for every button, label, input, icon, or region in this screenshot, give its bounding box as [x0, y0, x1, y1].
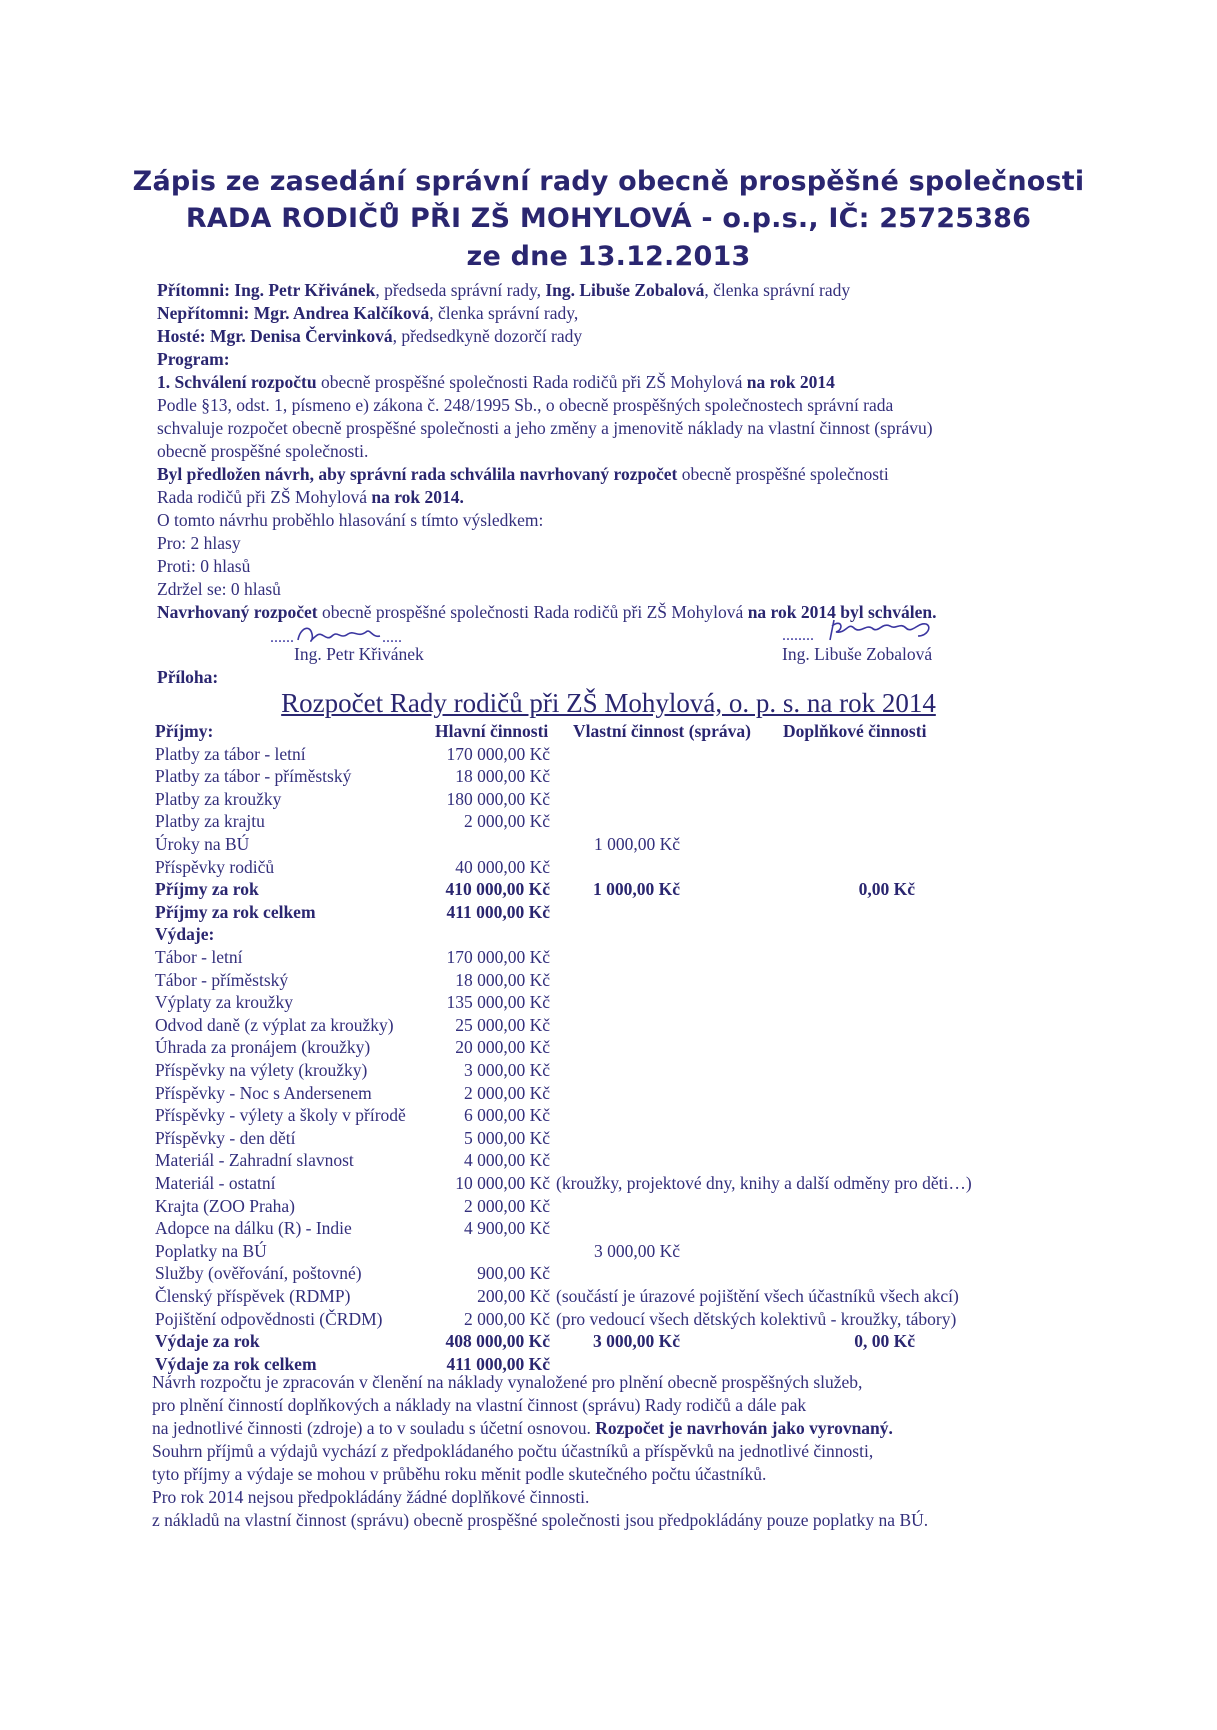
income-main-value: 170 000,00 Kč	[446, 743, 550, 764]
vote-result-bold-a: Navrhovaný rozpočet	[157, 602, 318, 622]
para2-line2-text: Rada rodičů při ZŠ Mohylová	[157, 487, 372, 507]
expense-main-value: 6 000,00 Kč	[463, 1105, 550, 1126]
absent-role: , členka správní rady,	[429, 303, 579, 323]
income-own-value: 1 000,00 Kč	[593, 834, 680, 854]
income-main-value: 411 000,00 Kč	[446, 901, 550, 922]
vote-result-text: obecně prospěšné společnosti Rada rodičů při ZŠ Mohylová	[317, 602, 748, 622]
footer-line-3-text: na jednotlivé činnosti (zdroje) a to v souladu s účetní osnovou.	[152, 1418, 596, 1438]
expense-label: Příspěvky - výlety a školy v přírodě	[155, 1105, 406, 1126]
guests-line	[157, 325, 582, 347]
income-label: Platby za kroužky	[155, 788, 282, 809]
expense-extra-value: 0, 00 Kč	[854, 1331, 915, 1352]
expense-main-value: 411 000,00 Kč	[446, 1353, 550, 1374]
income-main-value: 410 000,00 Kč	[445, 879, 550, 900]
para2-line2	[157, 486, 464, 508]
guests-label: Hosté:	[157, 326, 206, 346]
expense-label: Tábor - letní	[155, 947, 243, 967]
expense-note: (pro vedoucí všech dětských kolektivů - kroužky, tábory)	[556, 1308, 957, 1329]
income-label: Příjmy za rok celkem	[155, 901, 316, 922]
doc-title-line1: Zápis ze zasedání správní rady obecně prospěšné společnosti	[132, 166, 1085, 197]
expense-own-value: 3 000,00 Kč	[593, 1240, 680, 1261]
income-main-value: 2 000,00 Kč	[463, 811, 550, 832]
expense-label: Krajta (ZOO Praha)	[155, 1195, 295, 1216]
expense-main-value: 135 000,00 Kč	[446, 992, 550, 1013]
footer-line-1: Návrh rozpočtu je zpracován v členění na náklady vynaložené pro plnění obecně prospěšných služeb,	[152, 1372, 863, 1392]
vote-abstain: Zdržel se: 0 hlasů	[157, 579, 281, 599]
para2-line2-bold: na rok 2014.	[371, 487, 464, 507]
para1-line1: Podle §13, odst. 1, písmeno e) zákona č. 248/1995 Sb., o obecně prospěšných společnostech správní rada	[157, 395, 894, 415]
expense-main-value: 18 000,00 Kč	[455, 969, 550, 990]
expense-label: Tábor - příměstský	[155, 969, 289, 990]
program-item-1	[157, 371, 835, 393]
expense-main-value: 2 000,00 Kč	[463, 1308, 550, 1329]
footer-line-5: tyto příjmy a výdaje se mohou v průběhu roku měnit podle skutečného počtu účastníků.	[152, 1464, 767, 1484]
income-main-value: 180 000,00 Kč	[446, 788, 550, 809]
income-label: Úroky na BÚ	[155, 834, 250, 854]
expense-main-value: 900,00 Kč	[477, 1263, 550, 1284]
footer-line-3	[152, 1417, 893, 1439]
expense-note: (součástí je úrazové pojištění všech účastníků všech akcí)	[556, 1286, 959, 1306]
income-main-value: 18 000,00 Kč	[455, 766, 550, 787]
expense-label: Výdaje za rok	[155, 1331, 260, 1352]
para2-line1	[157, 463, 889, 485]
col-header-own: Vlastní činnost (správa)	[573, 721, 751, 741]
expense-main-value: 170 000,00 Kč	[446, 947, 550, 967]
vote-result-bold-b: na rok 2014 byl schválen.	[747, 602, 937, 622]
expense-main-value: 10 000,00 Kč	[455, 1173, 550, 1193]
expense-main-value: 5 000,00 Kč	[463, 1127, 550, 1148]
expense-main-value: 4 900,00 Kč	[463, 1218, 550, 1239]
expense-label: Poplatky na BÚ	[155, 1240, 267, 1261]
present-line	[157, 279, 850, 301]
expense-label: Příspěvky - den dětí	[155, 1127, 296, 1148]
doc-title-line2: RADA RODIČŮ PŘI ZŠ MOHYLOVÁ - o.p.s., IČ: 25725386	[185, 203, 1032, 234]
expense-main-value: 2 000,00 Kč	[463, 1082, 550, 1103]
expense-label: Pojištění odpovědnosti (ČRDM)	[155, 1308, 383, 1329]
para2-bold: Byl předložen návrh, aby správní rada schválila navrhovaný rozpočet	[157, 464, 678, 484]
footer-line-3-bold: Rozpočet je navrhován jako vyrovnaný.	[595, 1418, 893, 1438]
present-name-1: Ing. Petr Křivánek	[234, 280, 376, 300]
doc-title-date: ze dne 13.12.2013	[466, 241, 751, 272]
present-label: Přítomni:	[157, 280, 230, 300]
expense-label: Výdaje za rok celkem	[155, 1353, 317, 1374]
program-item-1-bold-b: na rok 2014	[746, 372, 835, 392]
para1-line2: schvaluje rozpočet obecně prospěšné společnosti a jeho změny a jmenovitě náklady na vlastní činnost (správu)	[157, 418, 933, 438]
income-label: Příjmy za rok	[155, 879, 259, 900]
svg-text:......: ......	[270, 629, 294, 646]
expense-note: (kroužky, projektové dny, knihy a další odměny pro děti…)	[556, 1173, 972, 1193]
footer-line-2: pro plnění činností doplňkových a náklady na vlastní činnost (správu) Rady rodičů a dále pak	[152, 1395, 807, 1415]
expense-label: Služby (ověřování, poštovné)	[155, 1263, 362, 1284]
expense-label: Příspěvky na výlety (kroužky)	[155, 1060, 368, 1080]
income-label: Platby za tábor - letní	[155, 743, 306, 764]
footer-line-6: Pro rok 2014 nejsou předpokládány žádné doplňkové činnosti.	[152, 1487, 590, 1507]
expense-main-value: 200,00 Kč	[477, 1286, 550, 1306]
guests-role: , předsedkyně dozorčí rady	[392, 326, 583, 346]
program-label: Program:	[157, 349, 230, 369]
expense-main-value: 408 000,00 Kč	[445, 1331, 550, 1352]
expense-main-value: 2 000,00 Kč	[463, 1195, 550, 1216]
program-item-1-text: obecně prospěšné společnosti Rada rodičů při ZŠ Mohylová	[316, 372, 747, 392]
signature-left-name: Ing. Petr Křivánek	[294, 644, 424, 664]
vote-against: Proti: 0 hlasů	[157, 556, 251, 576]
expense-main-value: 20 000,00 Kč	[455, 1037, 550, 1058]
program-item-1-bold-a: 1. Schválení rozpočtu	[157, 372, 317, 392]
col-header-extra: Doplňkové činnosti	[783, 721, 927, 741]
income-extra-value: 0,00 Kč	[858, 879, 915, 900]
col-header-main: Hlavní činnosti	[435, 721, 549, 741]
income-own-value: 1 000,00 Kč	[592, 879, 680, 900]
expense-label: Adopce na dálku (R) - Indie	[155, 1218, 352, 1239]
present-role-1: , předseda správní rady,	[375, 280, 541, 300]
svg-text:........: ........	[782, 627, 814, 644]
signature-right-name: Ing. Libuše Zobalová	[782, 644, 933, 664]
attachment-label: Příloha:	[157, 667, 219, 687]
absent-line	[157, 302, 578, 324]
expense-label: Příspěvky - Noc s Andersenem	[155, 1082, 372, 1103]
expense-label: Materiál - ostatní	[155, 1173, 276, 1193]
absent-label: Nepřítomni:	[157, 303, 250, 323]
expense-label: Úhrada za pronájem (kroužky)	[155, 1037, 371, 1058]
absent-name: Mgr. Andrea Kalčíková	[253, 303, 430, 323]
expense-main-value: 3 000,00 Kč	[463, 1060, 550, 1080]
expense-main-value: 4 000,00 Kč	[463, 1150, 550, 1171]
expense-own-value: 3 000,00 Kč	[592, 1331, 680, 1352]
expense-label: Členský příspěvek (RDMP)	[155, 1286, 351, 1306]
footer-line-7: z nákladů na vlastní činnost (správu) obecně prospěšné společnosti jsou předpokládány pouze poplatky na BÚ.	[152, 1510, 929, 1530]
expense-label: Odvod daně (z výplat za kroužky)	[155, 1014, 394, 1035]
present-role-2: , členka správní rady	[704, 280, 851, 300]
income-label: Příjmy:	[155, 721, 214, 741]
para2-text: obecně prospěšné společnosti	[677, 464, 889, 484]
income-label: Platby za tábor - příměstský	[155, 766, 352, 787]
guests-name: Mgr. Denisa Červinková	[209, 326, 393, 346]
expense-label: Výplaty za kroužky	[155, 992, 294, 1013]
budget-title: Rozpočet Rady rodičů při ZŠ Mohylová, o. p. s. na rok 2014	[281, 688, 936, 718]
expense-label: Materiál - Zahradní slavnost	[155, 1150, 354, 1171]
income-label: Platby za krajtu	[155, 811, 265, 832]
para1-line3: obecně prospěšné společnosti.	[157, 441, 369, 461]
vote-intro: O tomto návrhu proběhlo hlasování s tímto výsledkem:	[157, 510, 544, 530]
income-main-value: 40 000,00 Kč	[455, 856, 550, 877]
vote-for: Pro: 2 hlasy	[157, 533, 241, 553]
svg-text:.....: .....	[382, 629, 402, 646]
footer-line-4: Souhrn příjmů a výdajů vychází z předpokládaného počtu účastníků a příspěvků na jednotlivé činnosti,	[152, 1441, 874, 1461]
expense-main-value: 25 000,00 Kč	[455, 1014, 550, 1035]
income-label: Příspěvky rodičů	[155, 856, 275, 877]
expense-label: Výdaje:	[155, 924, 215, 945]
present-name-2: Ing. Libuše Zobalová	[545, 280, 705, 300]
